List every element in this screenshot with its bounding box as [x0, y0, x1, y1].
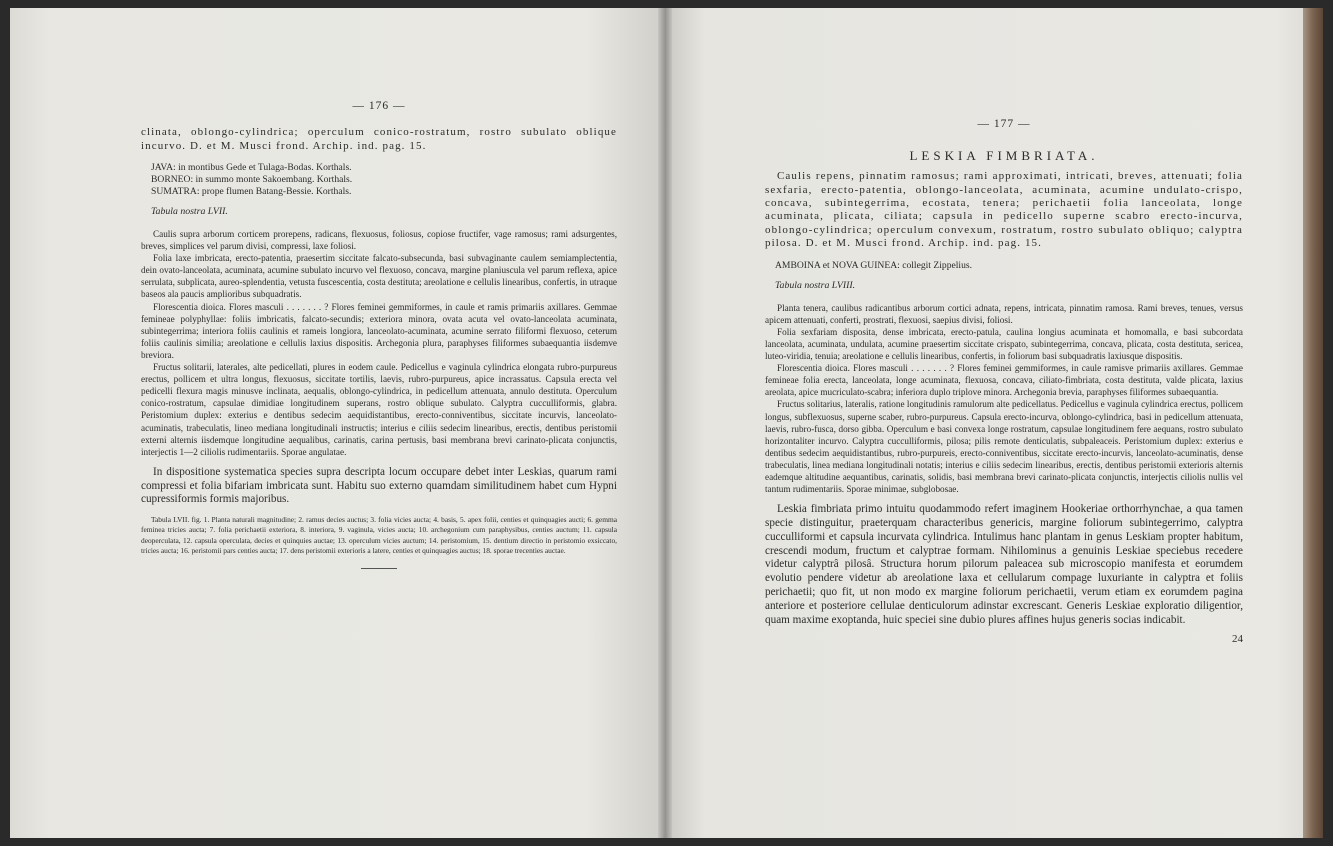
- right-page: [665, 8, 1323, 838]
- right-description-florescentia: Florescentia dioica. Flores masculi . . . . . . . ? Flores feminei gemmiformes, in caule ramisve primariis axillares. Gemmae femineae folia erecta, lanceolata, longe acuminata, flexuosa, concava, ciliato-fimbriata, costa destituta, valde plicata, laxius areolata, apice mucriculato-scabra; inferiora duplo triplove minora. Archegonia brevia, paraphyses filiformes subaequantia.: [765, 363, 1243, 398]
- open-book: [10, 8, 1323, 838]
- left-page: [10, 8, 665, 838]
- right-discussion: Leskia fimbriata primo intuitu quodammodo refert imaginem Hookeriae orthorrhynchae, a qua tamen specie distinguitur, praeterquam characteribus genericis, margine foliorum subintegerrimo, calyptra cucculliformi et capsula incurvata cylindrica. Intulimus hanc plantam in genus Leskiam propter habitum, crescendi modum, fructum et calyptrae formam. Nihilominus a genuinis Leskiae speciebus recedere videtur calyptrâ pilosâ. Structura horum pilorum paleacea sub microscopio manifesta et eorumdem evolutio pendere videtur ab areolatione laxa et cellularum compage luxuriante in calyptra et foliis perichaetii; quo fit, ut non modo ex margine foliorum perichaetii, verum etiam ex eorumdem pagina anteriore et posteriore cellulae denticulorum adinstar excrescant. Generis Leskiae exploratio diligentior, quam maxime exoptanda, huic speciei sine dubio plures affines hujus generis socias indicabit.: [765, 503, 1243, 626]
- locality-sumatra: SUMATRA: prope flumen Batang-Bessie. Korthals.: [151, 185, 352, 197]
- left-figure-caption: Tabula LVII. fig. 1. Planta naturali magnitudine; 2. ramus decies auctus; 3. folia vicies aucta; 4. basis, 5. apex folii, centies et quinquagies aucti; 6. gemma feminea tricies aucta; 7. folia perichaetii exteriora, 8. interiora, 9. vaginula, vicies aucta; 10. archegonium cum paraphysibus, centies auctum; 11. capsula deoperculata, 12. capsula operculata, decies et quinquies auctae; 13. operculum vicies auctum; 14. peristomium, 15. dentium directio in peristomio exsiccato, tricies aucta; 16. peristomii pars centies aucta; 17. dens peristomii exterioris a latere, centies et quinquagies auctus; 18. sporae trecenties auctae.: [141, 515, 617, 556]
- left-discussion: In dispositione systematica species supra descripta locum occupare debet inter Leskias, quarum rami compressi et folia bifariam imbricata sunt. Habitu suo externo quamdam similitudinem habet cum Hypni cupressiformis formis majoribus.: [141, 465, 617, 506]
- right-page-content: [765, 118, 1243, 646]
- left-lead-text: clinata, oblongo-cylindrica; operculum conico-rostratum, rostro subulato oblique incurvo. D. et M. Musci frond. Archip. ind. pag. 15.: [141, 126, 617, 152]
- right-description-planta: Planta tenera, caulibus radicantibus arborum cortici adnata, repens, intricata, pinnatim ramosa. Rami breves, tenues, versus apicem attenuati, conferti, prostrati, flexuosi, saepius divisi, foliosi.: [765, 302, 1243, 325]
- left-end-rule: [361, 568, 397, 569]
- species-title: LESKIA FIMBRIATA.: [909, 148, 1099, 164]
- left-tabula: Tabula nostra LVII.: [151, 205, 228, 217]
- left-description-caulis: Caulis supra arborum corticem prorepens, radicans, flexuosus, foliosus, copiose fructifer, vage ramosus; rami adsurgentes, breves, simplices vel parum divisi, compressi, laxe foliosi.: [141, 229, 617, 252]
- left-description-florescentia: Florescentia dioica. Flores masculi . . . . . . . ? Flores feminei gemmiformes, in caule et ramis primariis axillares. Gemmae femineae polyphyllae: foliis imbricatis, falcato-secundis; exteriora minora, ovata acuta vel ovato-lanceolata acuminata, subintegerrima; interiora foliis caulinis et rameis longiora, lanceolato-acuminata, acumine serrato filiformi flexuoso, ceterum foliis caulinis similia; areolatione e cellulis laxius dispositis. Archegonia plura, paraphyses filiformes subaequantia iisdemve breviora.: [141, 301, 617, 360]
- book-gutter: [658, 8, 672, 838]
- right-tabula: Tabula nostra LVIII.: [775, 279, 856, 291]
- locality-borneo: BORNEO: in summo monte Sakoembang. Korthals.: [151, 173, 353, 185]
- right-lead-text: Caulis repens, pinnatim ramosus; rami approximati, intricati, breves, attenuati; folia sexfaria, erecto-patentia, oblongo-lanceolata, acuminata, acumine undulato-crispo, concava, subintegerrima, ecostata, tenera; perichaetii folia lanceolata, longe acuminata, plicata, ciliata; capsula in pedicello superne scabro erecto-incurva, oblongo-cylindrica; operculum convexum, rostratum, rostro subulato obliquo; calyptra pilosa. D. et M. Musci frond. Archip. ind. pag. 15.: [765, 170, 1243, 250]
- left-page-content: [141, 100, 617, 569]
- right-locality: AMBOINA et NOVA GUINEA: collegit Zippelius.: [775, 259, 973, 271]
- page-signature: 24: [1232, 633, 1243, 646]
- signature-row: [765, 627, 1243, 646]
- right-description-fructus: Fructus solitarius, lateralis, ratione longitudinis ramulorum alte pedicellatus. Pedicellus e vaginula cylindrica erectus, pollicem longus, subflexuosus, superne scaber, rubro-purpureus. Capsula erecto-incurva, oblongo-cylindrica, basi in pedicellum attenuata, laevis, rubro-fusca, dorso gibba. Operculum e basi convexa longe rostratum, capsulae longitudinem fere aequans, rostro subulato horizontaliter incurvo. Calyptra cucculliformis, pilosa; pilis remote denticulatis, subpaleaceis. Peristomium duplex: exterius e dentibus sedecim aequidistantibus, rubro-purpureis, erecto-conniventibus, siccitate erecto-incurvis, lanceolato-acuminatis, dense trabeculatis, linea mediana longitudinali notatis; interius e ciliis sedecim linearibus, erectis, dentibus peristomii exterioris alternis eademque altitudine aequantibus, carinatis, solidis, basi membrana brevi carinato-plicata conjunctis, interjectis ciliolis nullis vel tantum rudimentariis. Sporae minimae, subglobosae.: [765, 399, 1243, 495]
- left-description-fructus: Fructus solitarii, laterales, alte pedicellati, plures in eodem caule. Pedicellus e vaginula cylindrica elongata rubro-purpureus erectus, pollicem et ultra longus, flexuosus, siccitate tortilis, laevis, rubro-purpureus, apice incrassatus. Capsula erecta vel pedicelli flexura magis minusve inclinata, aequalis, oblongo-cylindrica, in pedicellum attenuata, annulo destituta. Operculum conico-rostratum, capsulae dimidiae longitudinem superans, rostro oblique subulato. Calyptra cucculliformis, glabra. Peristomium duplex: exterius e dentibus sedecim aequidistantibus, erecto-conniventibus, siccitate incurvis, lanceolato-acuminatis, trabeculatis, lineo mediana longitudinali instructis; interius e ciliis sedecim linearibus, erectis, dentibus peristomii externi alternis iisdemque longitudine aequalibus, carinatis, carina pertusis, basi membrana brevi carinato-plicata conjunctis, interjectis 1—2 ciliolis rudimentariis. Sporae angulatae.: [141, 362, 617, 457]
- book-page-edges: [1303, 8, 1323, 838]
- left-localities: [141, 162, 617, 198]
- locality-java: JAVA: in montibus Gede et Tulaga-Bodas. Korthals.: [151, 161, 352, 173]
- left-description-folia: Folia laxe imbricata, erecto-patentia, praesertim siccitate falcato-subsecunda, basi subvaginante caulem semiamplectentia, dein ovato-lanceolata, acuminata, acumine subulato incurvo vel flexuoso, concava, margine planiuscula vel parum reflexa, apice serrulata, subplicata, aureo-splendentia, vetusta fuscescentia, costa destituta; areolatione e cellulis linearibus, confertis, in utraque baseos ala paucis amplioribus subquadratis.: [141, 253, 617, 300]
- right-page-number: — 177 —: [977, 118, 1031, 130]
- left-page-number: — 176 —: [352, 100, 406, 112]
- right-description-folia: Folia sexfariam disposita, dense imbricata, erecto-patula, caulina longius acuminata et homomalla, e basi subcordata lanceolata, acuminata, undulata, acumine praesertim siccitate crispato, subintegerrima, concava, plicata, costa destituta, sericea, luteo-viridia, tenuia; areolatione e cellulis linearibus, confertis, in foliorum basi subquadratis laxiusque dispositis.: [765, 326, 1243, 362]
